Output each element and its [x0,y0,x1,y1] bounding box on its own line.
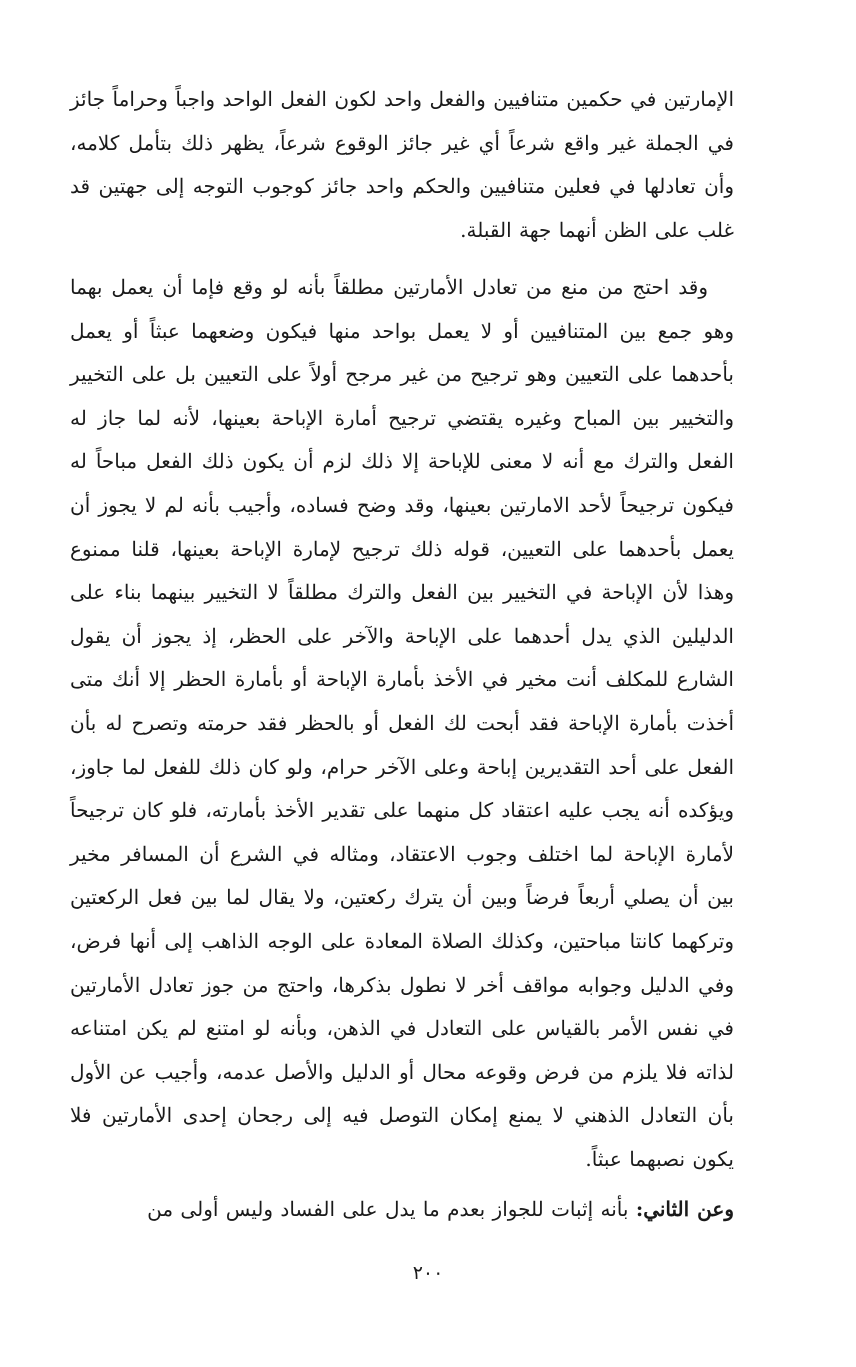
paragraph-3-text: بأنه إثبات للجواز بعدم ما يدل على الفساد وليس أولى من [147,1197,636,1221]
paragraph-3 [70,1188,734,1232]
page-number: ٢٠٠ [412,1262,444,1284]
paragraph-1: الإمارتين في حكمين متنافيين والفعل واحد لكون الفعل الواحد واجباً وحراماً جائز في الجملة غير واقع شرعاً أي غير جائز الوقوع شرعاً، يظهر ذلك بتأمل كلامه، وأن تعادلها في فعلين متنافيين والحكم واحد جائز كوجوب التوجه إلى جهتين قد غلب على الظن أنهما جهة القبلة. [70,87,734,242]
paragraph-2: وقد احتج من منع من تعادل الأمارتين مطلقاً بأنه لو وقع فإما أن يعمل بهما وهو جمع بين المتنافيين أو لا يعمل بواحد منها فيكون وضعهما عبثاً أو يعمل بأحدهما على التعيين وهو ترجيح من غير مرجح أولاً على التعيين بل على التخيير والتخيير بين المباح وغيره يقتضي ترجيح أمارة الإباحة بعينها، لأنه لما جاز له الفعل والترك مع أنه لا معنى للإباحة إلا ذلك لزم أن يكون ذلك الفعل مباحاً له فيكون ترجيحاً لأحد الامارتين بعينها، وقد وضح فساده، وأجيب بأنه لم لا يجوز أن يعمل بأحدهما على التعيين، قوله ذلك ترجيح لإمارة الإباحة بعينها، قلنا ممنوع وهذا لأن الإباحة في التخيير بين الفعل والترك مطلقاً لا التخيير بينهما بناء على الدليلين الذي يدل أحدهما على الإباحة والآخر على الحظر، إذ يجوز أن يقول الشارع للمكلف أنت مخير في الأخذ بأمارة الإباحة أو بأمارة الحظر إلا أنك متى أخذت بأمارة الإباحة فقد أبحت لك الفعل أو بالحظر فقد حرمته وتصرح له بأن الفعل على أحد التقديرين إباحة وعلى الآخر حرام، ولو كان ذلك للفعل لما جاوز، ويؤكده أنه يجب عليه اعتقاد كل منهما على تقدير الأخذ بأمارته، فلو كان ترجيحاً لأمارة الإباحة لما اختلف وجوب الاعتقاد، ومثاله في الشرع أن المسافر مخير بين أن يصلي أربعاً فرضاً وبين أن يترك ركعتين، ولا يقال لما بين فعل الركعتين وتركهما كانتا مباحتين، وكذلك الصلاة المعادة على الوجه الذاهب إلى أنها فرض، وفي الدليل وجوابه مواقف أخر لا نطول بذكرها، واحتج من جوز تعادل الأمارتين في نفس الأمر بالقياس على التعادل في الذهن، وبأنه لو امتنع لم يكن امتناعه لذاته فلا يلزم من فرض وقوعه محال أو الدليل والأصل عدمه، وأجيب عن الأول بأن التعادل الذهني لا يمنع إمكان التوصل فيه إلى رجحان إحدى الأمارتين فلا يكون نصبهما عبثاً. [70,275,734,1171]
paragraph-3-lead: وعن الثاني: [635,1197,734,1221]
